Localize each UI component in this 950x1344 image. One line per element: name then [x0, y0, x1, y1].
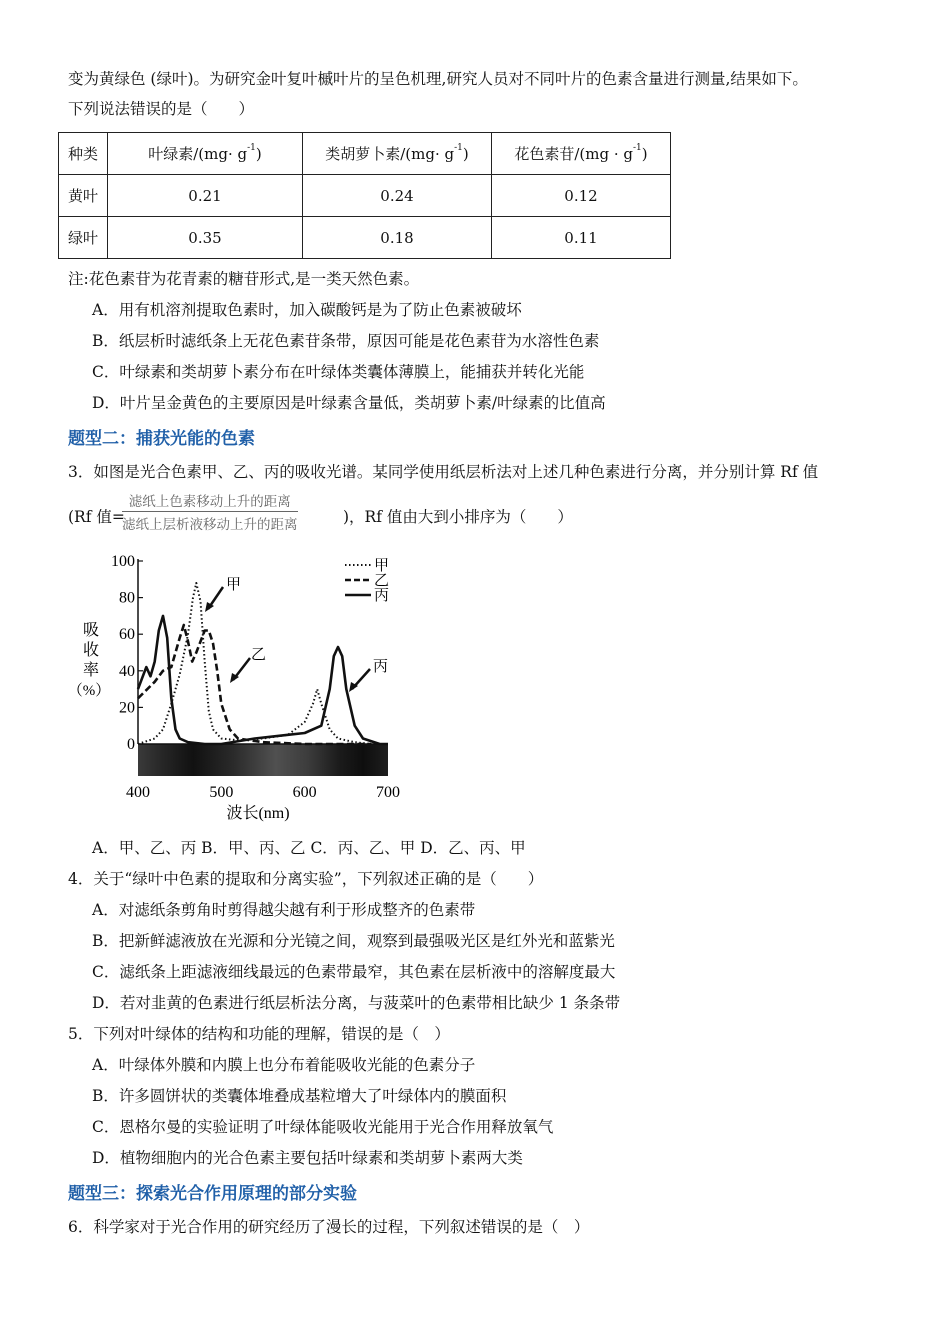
series-line-3	[138, 616, 388, 744]
y-axis-label-char: 吸	[82, 622, 100, 639]
y-tick-label: 40	[119, 662, 135, 680]
q5-option-b: B．许多圆饼状的类囊体堆叠成基粒增大了叶绿体内的膜面积	[92, 1087, 507, 1105]
x-axis-label: 波长(nm)	[226, 805, 290, 822]
q6-stem: 6．科学家对于光合作用的研究经历了漫长的过程，下列叙述错误的是（ ）	[68, 1218, 590, 1236]
table-cell: 0.18	[303, 217, 492, 259]
q2-option-c: C．叶绿素和类胡萝卜素分布在叶绿体类囊体薄膜上，能捕获并转化光能	[92, 363, 585, 381]
rf-fraction	[122, 490, 298, 533]
q4-option-c: C．滤纸条上距滤液细线最远的色素带最窄，其色素在层析液中的溶解度最大	[92, 963, 616, 981]
y-tick-label: 80	[119, 589, 135, 607]
table-cell: 0.21	[108, 175, 303, 217]
annotation-label: 甲	[226, 577, 242, 593]
y-tick-label: 60	[119, 626, 135, 644]
q5-stem: 5．下列对叶绿体的结构和功能的理解，错误的是（ ）	[68, 1025, 450, 1043]
rf-denominator: 滤纸上层析液移动上升的距离	[122, 517, 298, 533]
q2-option-b: B．纸层析时滤纸条上无花色素苷条带，原因可能是花色素苷为水溶性色素	[92, 332, 600, 350]
x-tick-label: 500	[209, 784, 234, 801]
q3-rf-suffix: )，Rf 值由大到小排序为（ ）	[343, 508, 573, 526]
intro-line-1: 变为黄绿色 (绿叶)。为研究金叶复叶槭叶片的呈色机理,研究人员对不同叶片的色素含量进行测量,结果如下。	[68, 70, 808, 88]
annotation-label: 乙	[251, 647, 267, 663]
spectrum-band	[138, 744, 388, 776]
y-tick-label: 100	[111, 553, 135, 570]
q3-options: A．甲、乙、丙 B．甲、丙、乙 C．丙、乙、甲 D．乙、丙、甲	[92, 839, 526, 857]
table-cell: 黄叶	[59, 175, 108, 217]
annotation-label: 丙	[373, 659, 389, 675]
table-header-cell: 花色素苷$/(mg \cdot g^{-1})$	[492, 133, 671, 175]
y-axis-unit: （%）	[67, 683, 111, 699]
q5-option-d: D．植物细胞内的光合色素主要包括叶绿素和类胡萝卜素两大类	[92, 1149, 523, 1167]
table-row	[59, 175, 671, 217]
legend-label: 乙	[374, 573, 390, 589]
legend-label: 甲	[374, 558, 390, 574]
section-heading-3: 题型三：探索光合作用原理的部分实验	[68, 1184, 357, 1204]
table-cell: 0.35	[108, 217, 303, 259]
y-tick-label: 0	[127, 736, 135, 753]
table-cell: 0.24	[303, 175, 492, 217]
q4-option-d: D．若对韭黄的色素进行纸层析法分离，与菠菜叶的色素带相比缺少 1 条条带	[92, 994, 621, 1012]
table-header-cell: 叶绿素$/(mg\cdot g^{-1})$	[108, 133, 303, 175]
table-row	[59, 217, 671, 259]
pigment-table	[58, 132, 671, 259]
q2-option-a: A．用有机溶剂提取色素时，加入碳酸钙是为了防止色素被破坏	[92, 301, 522, 319]
rf-numerator: 滤纸上色素移动上升的距离	[122, 490, 298, 512]
q5-option-c: C．恩格尔曼的实验证明了叶绿体能吸收光能用于光合作用释放氧气	[92, 1118, 554, 1136]
intro-line-2: 下列说法错误的是（ ）	[68, 100, 255, 118]
absorption-spectrum-chart	[58, 545, 418, 830]
table-cell: 0.11	[492, 217, 671, 259]
table-header-row	[59, 133, 671, 175]
legend-label: 丙	[374, 588, 390, 604]
q4-stem: 4．关于“绿叶中色素的提取和分离实验”，下列叙述正确的是（ ）	[68, 870, 544, 888]
q4-option-b: B．把新鲜滤液放在光源和分光镜之间，观察到最强吸光区是红外光和蓝紫光	[92, 932, 615, 950]
table-header-cell: 种类	[59, 133, 108, 175]
table-cell: 绿叶	[59, 217, 108, 259]
y-tick-label: 20	[119, 699, 135, 717]
y-axis-label-char: 收	[82, 642, 100, 659]
q3-stem-line-1: 3．如图是光合色素甲、乙、丙的吸收光谱。某同学使用纸层析法对上述几种色素进行分离，并分别计算 Rf 值	[68, 463, 819, 481]
q4-option-a: A．对滤纸条剪角时剪得越尖越有利于形成整齐的色素带	[92, 901, 476, 919]
table-note: 注:花色素苷为花青素的糖苷形式,是一类天然色素。	[68, 270, 420, 288]
section-heading-2: 题型二：捕获光能的色素	[68, 429, 255, 449]
x-tick-label: 700	[376, 784, 400, 801]
x-tick-label: 600	[292, 784, 317, 801]
table-cell: 0.12	[492, 175, 671, 217]
table-header-cell: 类胡萝卜素$/(mg\cdot g^{-1})$	[303, 133, 492, 175]
y-axis-label-char: 率	[82, 662, 100, 679]
q5-option-a: A．叶绿体外膜和内膜上也分布着能吸收光能的色素分子	[92, 1056, 476, 1074]
chart-legend	[345, 557, 389, 604]
q3-rf-prefix: (Rf 值=	[68, 508, 125, 526]
q2-option-d: D．叶片呈金黄色的主要原因是叶绿素含量低，类胡萝卜素/叶绿素的比值高	[92, 394, 606, 412]
series-line-2	[138, 625, 371, 744]
x-tick-label: 400	[126, 784, 150, 801]
